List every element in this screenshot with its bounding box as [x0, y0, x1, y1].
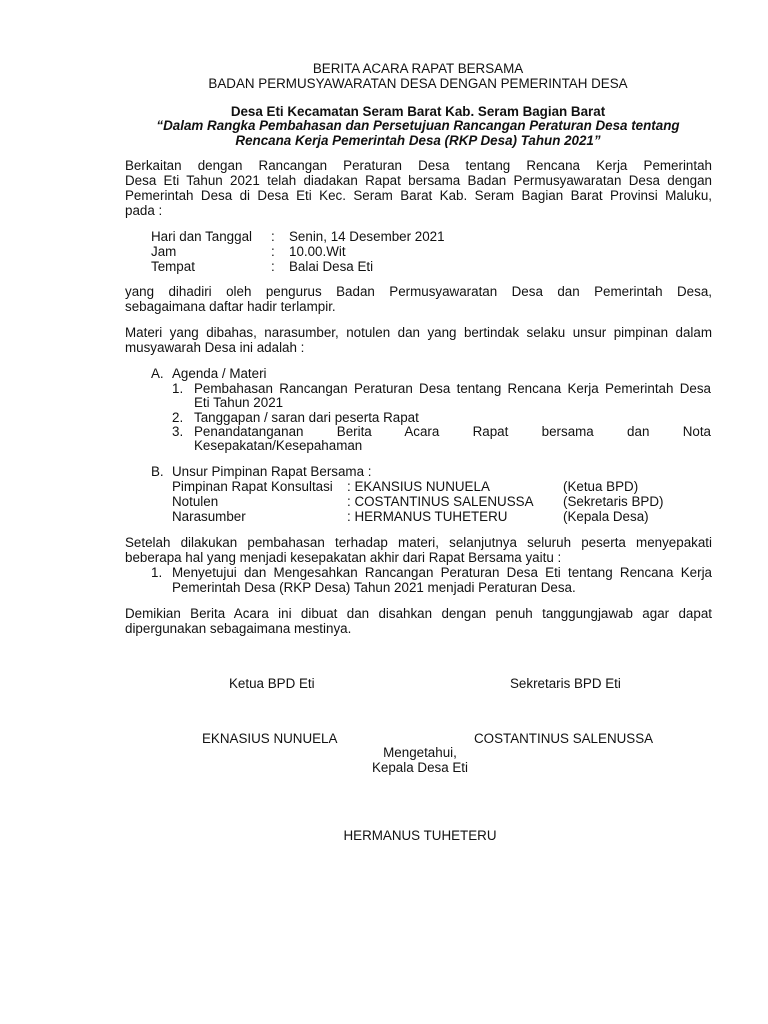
signature-left-name: EKNASIUS NUNUELA [202, 731, 338, 746]
document-subtitle-line3: Rencana Kerja Pemerintah Desa (RKP Desa) Tahun 2021” [235, 133, 601, 148]
intro-line: Desa Eti Tahun 2021 telah diadakan Rapat bersama Badan Permusyawaratan Desa dengan [125, 173, 712, 188]
agenda-item-text: Pembahasan Rancangan Peraturan Desa tentang Rencana Kerja Pemerintah Desa [194, 381, 711, 396]
agenda-item-text: Kesepakatan/Kesepahaman [194, 438, 363, 453]
schedule-value: 10.00.Wit [289, 244, 346, 259]
signature-right-name: COSTANTINUS SALENUSSA [474, 731, 654, 746]
agenda-item-text: Eti Tahun 2021 [194, 395, 284, 410]
closing-line: dipergunakan sebagaimana mestinya. [125, 621, 352, 636]
agenda-item-text: Tanggapan / saran dari peserta Rapat [194, 410, 419, 425]
schedule-separator: : [271, 259, 275, 274]
leader-position: (Sekretaris BPD) [563, 494, 664, 509]
schedule-label: Tempat [151, 259, 195, 274]
schedule-label: Hari dan Tanggal [151, 229, 252, 244]
conclusion-item-text: Pemerintah Desa (RKP Desa) Tahun 2021 menjadi Peraturan Desa. [172, 580, 576, 595]
acknowledge-label: Mengetahui, [383, 745, 457, 760]
intro-line: Berkaitan dengan Rancangan Peraturan Desa tentang Rencana Kerja Pemerintah [125, 158, 712, 173]
village-head-name: HERMANUS TUHETERU [343, 828, 497, 843]
leader-name: : COSTANTINUS SALENUSSA [347, 494, 534, 509]
materi-intro-line: Materi yang dibahas, narasumber, notulen dan yang bertindak selaku unsur pimpinan dalam [125, 325, 712, 340]
document-subtitle: Desa Eti Kecamatan Seram Barat Kab. Seram Bagian Barat [230, 104, 606, 119]
leader-name: : HERMANUS TUHETERU [347, 509, 508, 524]
leader-role: Narasumber [172, 509, 246, 524]
conclusion-line: beberapa hal yang menjadi kesepakatan akhir dari Rapat Bersama yaitu : [125, 550, 562, 565]
village-head-title: Kepala Desa Eti [371, 760, 469, 775]
conclusion-item-text: Menyetujui dan Mengesahkan Rancangan Peraturan Desa Eti tentang Rencana Kerja [172, 565, 712, 580]
intro-line: pada : [125, 203, 163, 218]
document-title-line2: BADAN PERMUSYAWARATAN DESA DENGAN PEMERINTAH DESA [208, 76, 628, 91]
schedule-separator: : [271, 229, 275, 244]
document-title: BERITA ACARA RAPAT BERSAMA [312, 61, 524, 76]
agenda-item-number: 2. [172, 410, 184, 425]
schedule-value: Senin, 14 Desember 2021 [289, 229, 445, 244]
conclusion-line: Setelah dilakukan pembahasan terhadap materi, selanjutnya seluruh peserta menyepakati [125, 535, 712, 550]
section-a-marker: A. [151, 366, 164, 381]
agenda-item-text: Penandatanganan Berita Acara Rapat bersama dan Nota [194, 424, 711, 439]
conclusion-item-number: 1. [151, 565, 163, 580]
closing-line: Demikian Berita Acara ini dibuat dan disahkan dengan penuh tanggungjawab agar dapat [125, 606, 712, 621]
leader-name: : EKANSIUS NUNUELA [347, 479, 490, 494]
signature-right-title: Sekretaris BPD Eti [510, 676, 621, 691]
leader-position: (Kepala Desa) [563, 509, 649, 524]
signature-left-title: Ketua BPD Eti [229, 676, 315, 691]
schedule-separator: : [271, 244, 275, 259]
section-b-marker: B. [151, 464, 164, 479]
document-subtitle-line2: “Dalam Rangka Pembahasan dan Persetujuan Rancangan Peraturan Desa tentang [156, 118, 680, 133]
leader-role: Notulen [172, 494, 219, 509]
intro-line: Pemerintah Desa di Desa Eti Kec. Seram Barat Kab. Seram Bagian Barat Provinsi Maluku, [125, 188, 712, 203]
attendance-line: sebagaimana daftar hadir terlampir. [125, 299, 336, 314]
agenda-item-number: 3. [172, 424, 184, 439]
leader-position: (Ketua BPD) [563, 479, 639, 494]
section-a-title: Agenda / Materi [172, 366, 267, 381]
materi-intro-line: musyawarah Desa ini adalah : [125, 340, 305, 355]
leader-role: Pimpinan Rapat Konsultasi [172, 479, 333, 494]
section-b-title: Unsur Pimpinan Rapat Bersama : [172, 464, 372, 479]
agenda-item-number: 1. [172, 381, 184, 396]
schedule-value: Balai Desa Eti [289, 259, 374, 274]
attendance-line: yang dihadiri oleh pengurus Badan Permusyawaratan Desa dan Pemerintah Desa, [125, 284, 712, 299]
schedule-label: Jam [151, 244, 177, 259]
